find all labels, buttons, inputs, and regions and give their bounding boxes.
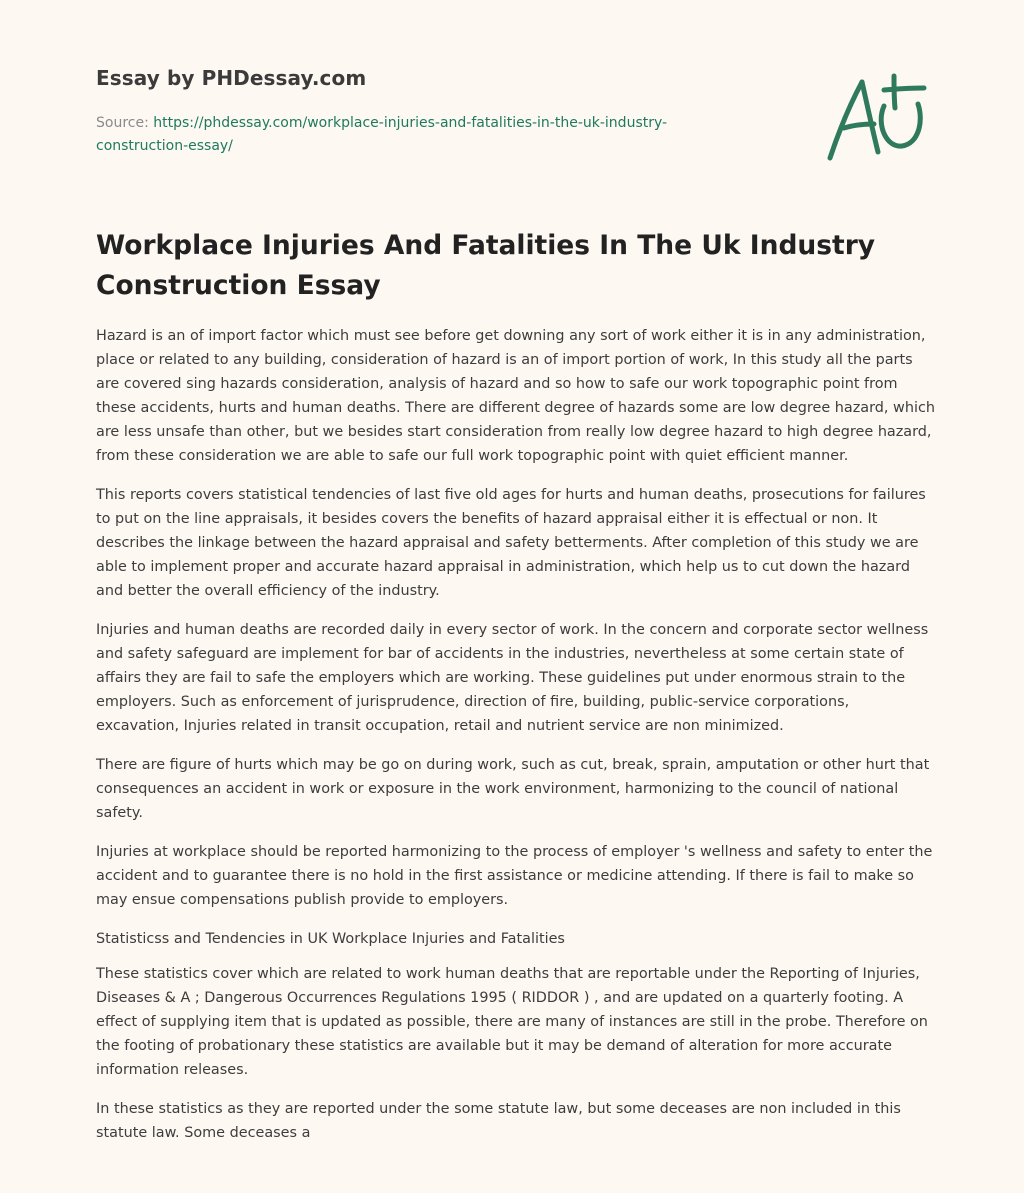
- essay-paragraph: Injuries at workplace should be reported harmonizing to the process of employer 's wellness and safety to enter the accident and to guarantee there is no hold in the first assistance or medicine attending. If there is fail to make so may ensue compensations publish provide to employers.: [96, 844, 933, 908]
- site-title: Essay by PHDessay.com: [96, 66, 367, 90]
- plus-vertical-stroke: [894, 76, 895, 108]
- essay-paragraph: Injuries and human deaths are recorded daily in every sector of work. In the concern and corporate sector wellness and safety safeguard are implement for bar of accidents in the industries, nevertheless at some certain state of affairs they are fail to safe the employers which are working. These guidelines put under enormous strain to the employers. Such as enforcement of jurisprudence, direction of fire, building, public-service corporations, excavation, Injuries related in transit occupation, retail and nutrient service are non minimized.: [96, 622, 929, 734]
- essay-paragraph: Hazard is an of import factor which must see before get downing any sort of work either it is in any administration, place or related to any building, consideration of hazard is an of import portion of work, In this study all the parts are covered sing hazards consideration, analysis of hazard and so how to safe our work topographic point from these accidents, hurts and human deaths. There are different degree of hazards some are low degree hazard, which are less unsafe than other, but we besides start consideration from really low degree hazard to high degree hazard, from these consideration we are able to safe our full work topographic point with quiet efficient manner.: [96, 328, 935, 464]
- essay-paragraph: There are figure of hurts which may be go on during work, such as cut, break, sprain, amputation or other hurt that consequences an accident in work or exposure in the work environment, harmonizing to the council of national safety.: [96, 757, 930, 821]
- source-line: [96, 112, 736, 158]
- letter-a-crossbar: [844, 124, 874, 128]
- essay-body: [96, 324, 936, 1160]
- check-curve-stroke: [881, 104, 920, 146]
- letter-a-left-stroke: [830, 82, 862, 158]
- source-label: Source:: [96, 115, 154, 131]
- source-link-line1: https://phdessay.com/workplace-injuries-and-fatalities-in-the-uk-industry-: [153, 115, 668, 131]
- a-plus-grade-icon: [824, 70, 928, 166]
- essay-paragraph: These statistics cover which are related to work human deaths that are reportable under the Reporting of Injuries, Diseases & A ; Dangerous Occurrences Regulations 1995 ( RIDDOR ) , and are updated on a quarterly footing. A effect of supplying item that is updated as possible, there are many of instances are still in the probe. Therefore on the footing of probationary these statistics are available but it may be demand of alteration for more accurate information releases.: [96, 966, 928, 1078]
- essay-paragraph: This reports covers statistical tendencies of last five old ages for hurts and human deaths, prosecutions for failures to put on the line appraisals, it besides covers the benefits of hazard appraisal either it is effectual or non. It describes the linkage between the hazard appraisal and safety betterments. After completion of this study we are able to implement proper and accurate hazard appraisal in administration, which help us to cut down the hazard and better the overall efficiency of the industry.: [96, 487, 926, 599]
- source-link-line2: construction-essay/: [96, 138, 233, 154]
- essay-paragraph: In these statistics as they are reported under the some statute law, but some deceases are non included in this statute law. Some deceases a: [96, 1101, 901, 1141]
- source-link[interactable]: [96, 115, 667, 154]
- essay-title: Workplace Injuries And Fatalities In The Uk Industry Construction Essay: [96, 230, 876, 301]
- letter-a-right-stroke: [862, 82, 878, 152]
- section-subheading: Statisticss and Tendencies in UK Workplace Injuries and Fatalities: [96, 931, 565, 947]
- plus-horizontal-stroke: [884, 88, 924, 90]
